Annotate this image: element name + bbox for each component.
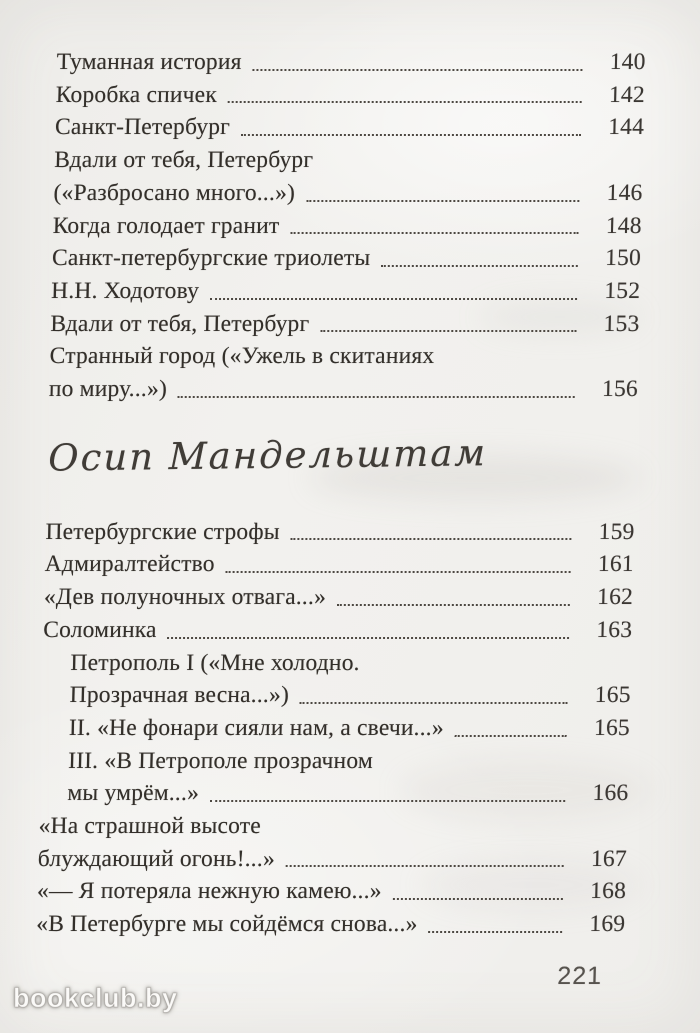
toc-entry-line (38, 810, 628, 843)
entry-title: («Разбросано много...») (53, 179, 296, 206)
toc-entry-line (37, 843, 627, 876)
entry-page-number: 142 (608, 81, 646, 108)
entry-title: по миру...») (48, 376, 168, 403)
toc-entry-line (56, 46, 646, 79)
toc-entry-line (70, 647, 632, 680)
entry-title: Туманная история (56, 49, 243, 75)
toc-entry (41, 647, 632, 712)
dot-leader (168, 637, 570, 639)
entry-page-number: 152 (604, 277, 641, 304)
dot-leader (306, 200, 579, 202)
toc-entry-line (36, 908, 626, 941)
toc-entry (37, 875, 627, 908)
dot-leader (228, 101, 582, 103)
toc-entry-line (45, 516, 635, 549)
entry-page-number: 161 (597, 551, 635, 578)
entry-page-number: 163 (596, 616, 633, 643)
watermark: bookclub.by (13, 983, 178, 1013)
toc-entry (52, 210, 642, 243)
toc-entry (55, 111, 645, 144)
entry-page-number: 144 (607, 114, 645, 141)
toc-entry (44, 581, 634, 614)
entry-title: Петербургские строфы (45, 518, 281, 545)
toc-entry-line (68, 745, 630, 778)
entry-title: Вдали от тебя, Петербург (50, 310, 310, 337)
dot-leader (455, 735, 567, 737)
toc-entry (49, 340, 640, 405)
toc-entry (39, 745, 630, 810)
entry-title: Петрополь I («Мне холодно. (70, 649, 361, 676)
dot-leader (300, 702, 568, 704)
toc-entry (45, 516, 635, 549)
toc-entry (56, 46, 646, 79)
toc-entry-line (49, 340, 639, 373)
entry-title: II. «Не фонари сияли нам, а свечи...» (68, 714, 445, 741)
entry-page-number: 168 (589, 878, 627, 905)
dot-leader (253, 69, 583, 71)
toc-content (35, 46, 646, 991)
toc-entry (50, 308, 640, 341)
dot-leader (241, 134, 581, 136)
entry-title: Странный город («Ужель в скитаниях (49, 343, 435, 370)
toc-entry-line (69, 679, 631, 712)
entry-title: «На страшной высоте (38, 813, 262, 840)
entry-title: Коробка спичек (55, 81, 218, 108)
entry-page-number: 169 (589, 911, 626, 938)
toc-entry (43, 614, 633, 647)
entry-title: Соломинка (42, 616, 158, 643)
toc-entry-line (53, 177, 643, 210)
toc-entry (55, 79, 645, 112)
toc-entry (51, 275, 641, 308)
entry-title: Вдали от тебя, Петербург (54, 147, 314, 174)
entry-page-number: 165 (594, 682, 632, 709)
toc-entry-line (43, 614, 633, 647)
entry-page-number: 165 (593, 714, 631, 741)
toc-entry-line (55, 111, 645, 144)
entry-title: Адмиралтейство (44, 551, 216, 578)
toc-list-bottom (36, 516, 635, 941)
dot-leader (337, 604, 570, 606)
entry-title: Когда голодает гранит (52, 212, 280, 239)
toc-entry (36, 908, 626, 941)
toc-entry (52, 242, 642, 275)
toc-entry-line (49, 373, 639, 406)
toc-entry-line (51, 275, 641, 308)
toc-entry-line (50, 308, 640, 341)
dot-leader (210, 298, 577, 300)
toc-entry-line (52, 210, 642, 243)
entry-title: блуждающий огонь!...» (37, 845, 276, 872)
toc-entry (44, 548, 634, 581)
entry-page-number: 159 (598, 518, 635, 545)
toc-entry-line (54, 144, 644, 177)
entry-title: «— Я потеряла нежную камею...» (36, 878, 383, 905)
entry-page-number: 167 (590, 845, 628, 872)
entry-title: III. «В Петрополе прозрачном (67, 747, 374, 774)
entry-title: Н.Н. Ходотову (50, 277, 200, 304)
dot-leader (286, 865, 564, 867)
entry-page-number: 148 (605, 212, 643, 239)
dot-leader (291, 538, 572, 540)
toc-entry-line (69, 712, 631, 745)
toc-entry-line (52, 242, 642, 275)
section-heading-author: Осип Мандельштам (48, 430, 488, 480)
entry-title: Санкт-Петербург (54, 114, 231, 141)
dot-leader (393, 898, 563, 900)
entry-title: Прозрачная весна...») (69, 682, 290, 709)
entry-page-number: 146 (606, 179, 643, 206)
toc-list-top (49, 46, 646, 406)
dot-leader (290, 232, 578, 234)
entry-page-number: 140 (609, 49, 646, 75)
entry-title: «В Петербурге мы сойдёмся снова...» (35, 911, 418, 938)
toc-entry-line (37, 875, 627, 908)
toc-entry (53, 144, 644, 209)
page-number: 221 (557, 961, 603, 990)
dot-leader (210, 800, 565, 802)
dot-leader (178, 396, 575, 398)
entry-title: Санкт-петербургские триолеты (51, 245, 371, 272)
toc-entry-line (44, 548, 634, 581)
toc-entry-line (44, 581, 634, 614)
toc-entry (37, 810, 628, 875)
entry-page-number: 153 (603, 310, 640, 337)
entry-page-number: 150 (604, 245, 642, 272)
entry-title: «Дев полуночных отвага...» (43, 584, 327, 611)
toc-entry (41, 712, 631, 745)
dot-leader (428, 931, 562, 933)
dot-leader (226, 571, 571, 573)
entry-title: мы умрём...» (67, 780, 200, 807)
toc-entry-line (55, 79, 645, 112)
entry-page-number: 162 (596, 584, 634, 611)
toc-entry-line (67, 777, 629, 810)
entry-page-number: 166 (592, 780, 629, 807)
dot-leader (381, 265, 578, 267)
dot-leader (320, 330, 576, 332)
entry-page-number: 156 (601, 376, 639, 403)
